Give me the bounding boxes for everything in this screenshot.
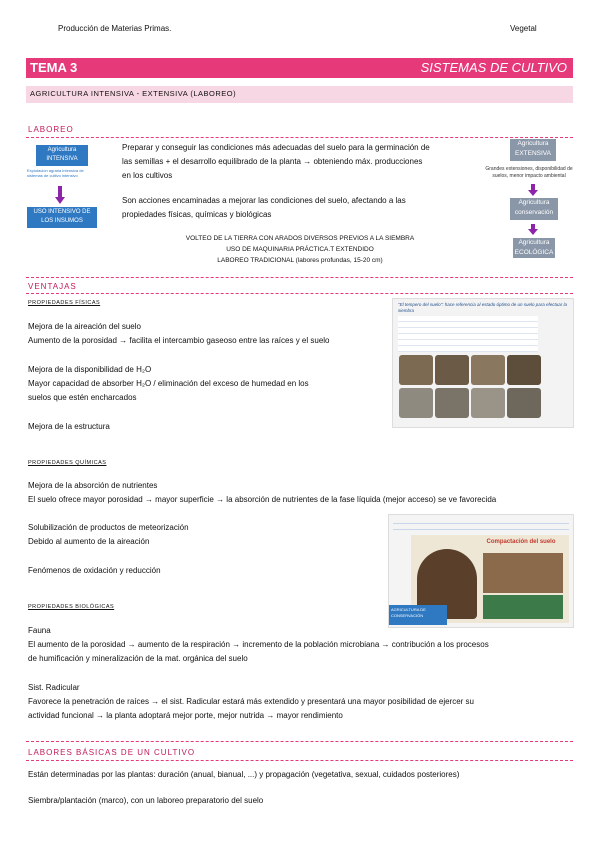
centered-note: USO DE MAQUINARIA PRÁCTICA.T EXTENDIDO [226, 246, 374, 253]
title-band [26, 58, 573, 78]
extensive-note: Grandes extensiones, disponibilidad de suelos, menor impacto ambiental [485, 166, 573, 179]
soil-photo [435, 355, 469, 385]
centered-note: LABOREO TRADICIONAL (labores profundas, 15-20 cm) [217, 257, 383, 264]
p2-line: propiedades físicas, químicas y biológicas [122, 210, 272, 219]
arrow-head-icon [528, 190, 538, 196]
ecological-box: Agricultura ECOLÓGICA [514, 239, 554, 256]
q3-title: Fenómenos de oxidación y reducción [28, 566, 161, 575]
conservation-tag: AGRICULTURA DE CONSERVACIÓN [389, 605, 447, 625]
p1-line: Preparar y conseguir las condiciones más adecuadas del suelo para la germinación de [122, 143, 430, 152]
arrow-head-icon [528, 229, 538, 235]
extensive-box: Agricultura EXTENSIVA [510, 139, 556, 161]
header-left: Producción de Materias Primas. [58, 24, 172, 33]
f1-text: Aumento de la porosidad → facilita el intercambio gaseoso entre las raíces y el suelo [28, 336, 330, 345]
q2-title: Solubilización de productos de meteorización [28, 523, 189, 532]
intensive-box: Agricultura INTENSIVA [36, 145, 88, 166]
b2-text-1: Favorece la penetración de raíces → el sist. Radicular estará más extendido y presentará una mayor posibilidad de ejercer su [28, 697, 475, 706]
fisicas-label: PROPIEDADES FÍSICAS [28, 300, 101, 306]
p1-line: en los cultivos [122, 171, 173, 180]
conservation-box: Agricultura conservación [510, 198, 558, 220]
soil-photo [399, 355, 433, 385]
soil-photo [471, 355, 505, 385]
laboreo-heading: LABOREO [28, 125, 74, 134]
soil-photo [507, 388, 541, 418]
soil-photo [399, 388, 433, 418]
image-text-lines [393, 518, 569, 532]
divider [26, 277, 573, 278]
labores-line-1: Están determinadas por las plantas: duración (anual, bianual, ...) y propagación (vegetativa, sexual, cuidados posteriores) [28, 770, 460, 779]
centered-note: VOLTEO DE LA TIERRA CON ARADOS DIVERSOS PREVIOS A LA SIEMBRA [185, 235, 415, 242]
p1-line: las semillas + el desarrollo equilibrado de la planta → obteniendo máx. producciones [122, 157, 423, 166]
subtitle-text: AGRICULTURA INTENSIVA - EXTENSIVA (LABOREO) [30, 89, 237, 98]
topic-title: SISTEMAS DE CULTIVO [420, 60, 567, 75]
soil-photo [507, 355, 541, 385]
b1-title: Fauna [28, 626, 51, 635]
ventajas-heading: VENTAJAS [28, 282, 77, 291]
header-right: Vegetal [510, 24, 537, 33]
labores-heading: LABORES BÁSICAS DE UN CULTIVO [28, 748, 196, 757]
intensive-inputs-box: USO INTENSIVO DE LOS INSUMOS [27, 207, 97, 228]
field-panel [483, 595, 563, 619]
f2-title: Mejora de la disponibilidad de H₂O [28, 365, 152, 374]
topic-number: TEMA 3 [30, 60, 78, 75]
soil-tempero-image [392, 298, 574, 428]
arrow-head-icon [55, 197, 65, 204]
laboreo-centered-notes [150, 233, 450, 266]
poster-title: Compactación del suelo [486, 539, 556, 545]
laboreo-paragraph-1 [122, 141, 474, 183]
b1-text-2: de humificación y mineralización de la mat. orgánica del suelo [28, 654, 248, 663]
divider [26, 137, 573, 138]
intensive-note: Explotación agraria intensiva de sistemas de cultivo intensivo [27, 168, 84, 178]
soil-photo [471, 388, 505, 418]
divider [26, 293, 573, 294]
divider [26, 760, 573, 761]
image-text-lines [398, 316, 538, 352]
quimicas-label: PROPIEDADES QUÍMICAS [28, 460, 107, 466]
laboreo-paragraph-2 [122, 194, 474, 222]
f1-title: Mejora de la aireación del suelo [28, 322, 141, 331]
soil-layers [483, 553, 563, 593]
b1-text-1: El aumento de la porosidad → aumento de la respiración → incremento de la población microbiana → contribución a los procesos [28, 640, 489, 649]
image-caption: "El tempero del suelo": hace referencia al estado óptimo de un suelo para efectuar la siembra [398, 302, 568, 313]
q1-title: Mejora de la absorción de nutrientes [28, 481, 158, 490]
p2-line: Son acciones encaminadas a mejorar las condiciones del suelo, afectando a las [122, 196, 406, 205]
b2-text-2: actividad funcional → la planta adoptará mejor porte, mejor nutrida → mayor rendimiento [28, 711, 343, 720]
biologicas-label: PROPIEDADES BIOLÓGICAS [28, 604, 115, 610]
soil-compaction-image [388, 514, 574, 628]
labores-line-2: Siembra/plantación (marco), con un laboreo preparatorio del suelo [28, 796, 264, 805]
q1-text: El suelo ofrece mayor porosidad → mayor superficie → la absorción de nutrientes de la fase líquida (mejor acceso) se ve favorecida [28, 495, 497, 504]
divider [26, 741, 573, 742]
subtitle-band [26, 86, 573, 103]
q2-text: Debido al aumento de la aireación [28, 537, 150, 546]
soil-photo [435, 388, 469, 418]
f2-text-1: Mayor capacidad de absorber H₂O / eliminación del exceso de humedad en los [28, 379, 309, 388]
b2-title: Sist. Radicular [28, 683, 80, 692]
f3-title: Mejora de la estructura [28, 422, 110, 431]
f2-text-2: suelos que estén encharcados [28, 393, 137, 402]
